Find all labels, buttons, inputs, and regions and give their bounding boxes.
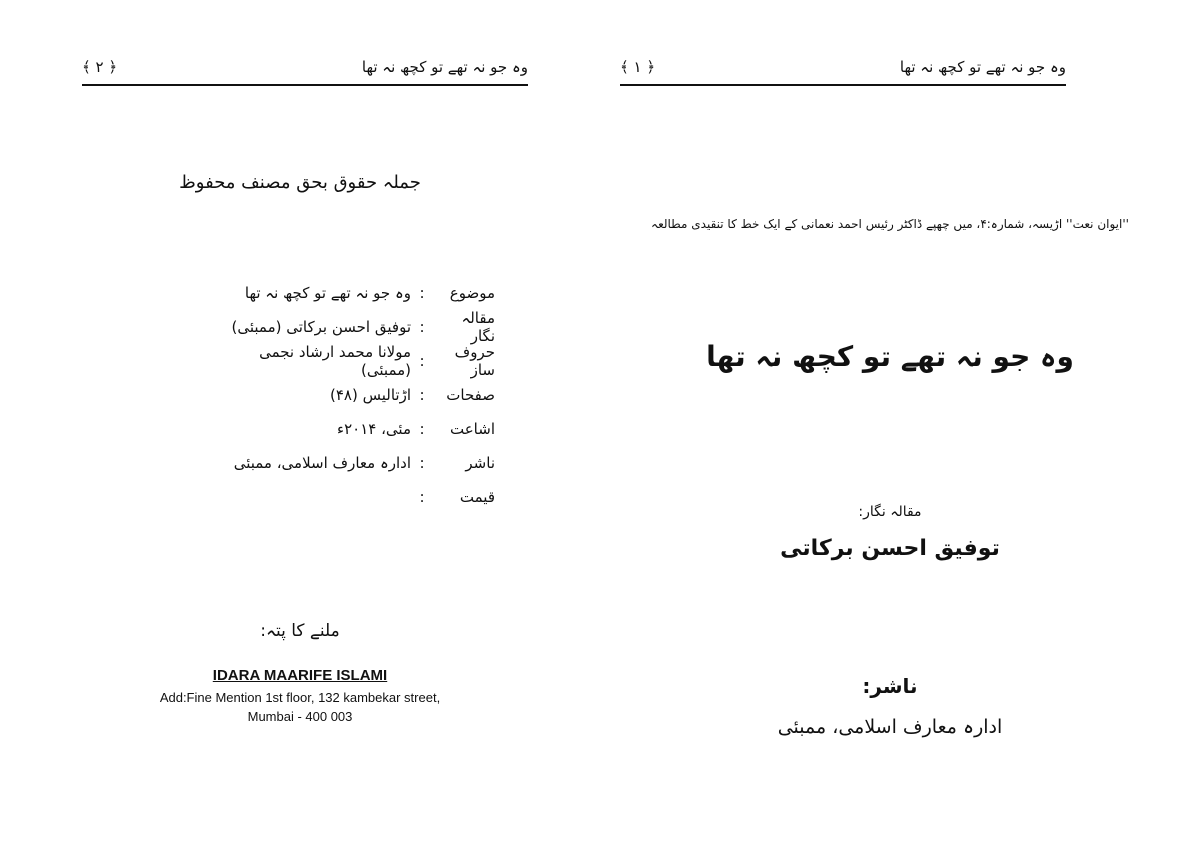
meta-value: ادارہ معارف اسلامی، ممبئی (233, 454, 411, 472)
meta-row-publisher (230, 446, 495, 480)
publisher-label: ناشر: (862, 674, 918, 698)
meta-value: توفیق احسن برکاتی (ممبئی) (231, 318, 411, 336)
copyright-notice: جملہ حقوق بحق مصنف محفوظ (179, 172, 421, 193)
address-label: ملنے کا پتہ: (260, 621, 340, 641)
publisher-name: ادارہ معارف اسلامی، ممبئی (777, 716, 1003, 738)
meta-label: قیمت (459, 488, 495, 506)
meta-label: ناشر (465, 454, 495, 472)
meta-separator: : (419, 488, 425, 506)
meta-separator: : (419, 352, 425, 370)
page-header (620, 56, 1066, 88)
meta-label: موضوع (449, 284, 495, 302)
page-header (82, 56, 528, 88)
meta-value: وہ جو نہ تھے تو کچھ نہ تھا (244, 284, 411, 302)
author-label: مقالہ نگار: (858, 504, 922, 520)
meta-row-typesetter (230, 344, 495, 378)
page-number: ﴾ ۱ ﴿ (620, 58, 656, 76)
meta-value: مئی، ۲۰۱۴ء (337, 420, 411, 438)
right-page (600, 0, 1200, 848)
meta-separator: : (419, 420, 425, 438)
meta-label: حروف ساز (454, 343, 495, 379)
meta-separator: : (419, 318, 425, 336)
meta-row-pages (230, 378, 495, 412)
meta-label: اشاعت (450, 420, 495, 438)
meta-separator: : (419, 386, 425, 404)
meta-label: مقالہ نگار (461, 309, 495, 345)
address-line-1: Add:Fine Mention 1st floor, 132 kambekar street, (159, 690, 441, 705)
header-rule (620, 84, 1066, 86)
meta-separator: : (419, 284, 425, 302)
organization-name: IDARA MAARIFE ISLAMI (212, 667, 388, 684)
meta-value: مولانا محمد ارشاد نجمی (ممبئی) (259, 343, 411, 379)
book-metadata (230, 276, 495, 514)
page-number: ﴾ ۲ ﴿ (82, 58, 118, 76)
meta-label: صفحات (446, 386, 495, 404)
meta-row-publication (230, 412, 495, 446)
header-title: وہ جو نہ تھے تو کچھ نہ تھا (361, 58, 528, 76)
subtitle: ''ایوان نعت'' اڑیسہ، شمارہ:۴، میں چھپے ڈاکٹر رئیس احمد نعمانی کے ایک خط کا تنقیدی مطالعہ (651, 217, 1129, 231)
header-title: وہ جو نہ تھے تو کچھ نہ تھا (899, 58, 1066, 76)
header-rule (82, 84, 528, 86)
author-name: توفیق احسن برکاتی (780, 536, 1000, 561)
meta-value: اڑتالیس (۴۸) (330, 386, 411, 404)
meta-row-price (230, 480, 495, 514)
meta-row-subject (230, 276, 495, 310)
address-line-2: Mumbai - 400 003 (247, 709, 353, 724)
book-title: وہ جو نہ تھے تو کچھ نہ تھا (706, 340, 1074, 373)
meta-row-author (230, 310, 495, 344)
meta-separator: : (419, 454, 425, 472)
